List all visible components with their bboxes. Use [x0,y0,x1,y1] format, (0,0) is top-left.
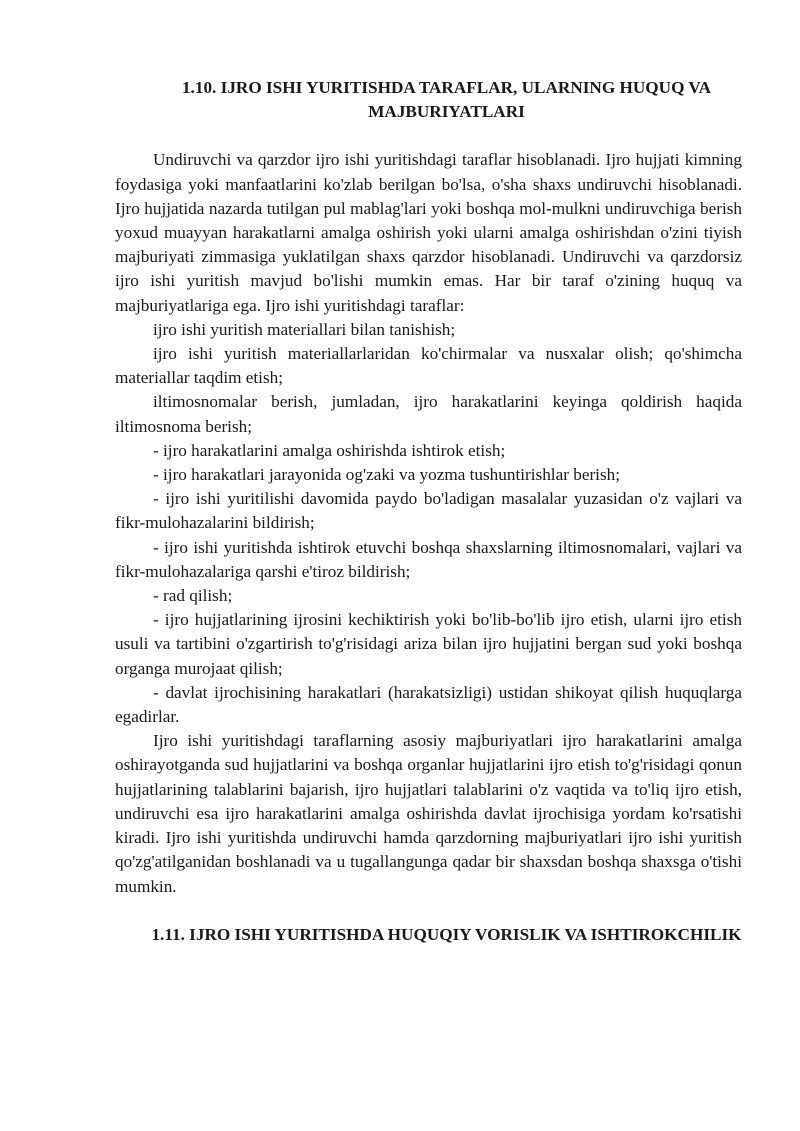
section-heading: 1.11. IJRO ISHI YURITISHDA HUQUQIY VORISLIK VA ISHTIROKCHILIK [151,924,742,944]
list-item: - ijro harakatlari jarayonida og'zaki va yozma tushuntirishlar berish; [153,465,620,485]
list-item: - davlat ijrochisining harakatlari (harakatsizligi) ustidan shikoyat qilish huquqlarga egadirlar. [115,682,742,727]
section-heading: 1.10. IJRO ISHI YURITISHDA TARAFLAR, ULARNING HUQUQ VA MAJBURIYATLARI [181,78,712,122]
list-item: - ijro hujjatlarining ijrosini kechiktirish yoki bo'lib-bo'lib ijro etish, ularni ijro etish usuli va tartibini o'zgartirish to'g'risidagi ariza bilan ijro hujjatini bergan sud yoki boshqa organga murojaat qilish; [115,610,742,678]
list-item: ijro ishi yuritish materiallarlaridan ko'chirmalar va nusxalar olish; qo'shimcha materiallar taqdim etish; [115,344,742,388]
list-item: - ijro ishi yuritilishi davomida paydo bo'ladigan masalalar yuzasidan o'z vajlari va fikr-mulohazalarini bildirish; [115,489,742,533]
list-item: - rad qilish; [153,586,233,606]
list-item: ijro ishi yuritish materiallari bilan tanishish; [153,319,456,339]
list-item: - ijro ishi yuritishda ishtirok etuvchi boshqa shaxslarning iltimosnomalari, vajlari va fikr-mulohazalariga qarshi e'tiroz bildirish; [115,537,742,581]
intro-paragraph: Undiruvchi va qarzdor ijro ishi yuritishdagi taraflar hisoblanadi. Ijro hujjati kimning foydasiga yoki manfaatlarini ko'zlab berilgan bo'lsa, o'sha shaxs undiruvchi hisoblanadi. Ijro hujjatida nazarda tutilgan pul mablag'lari yoki boshqa mol-mulkni undiruvchiga berish yoxud muayyan harakatlarni amalga oshirish yoki ularni amalga oshirishdan o'zini tiyish majburiyati zimmasiga yuklatilgan shaxs qarzdor hisoblanadi. Undiruvchi va qarzdorsiz ijro ishi yuritish mavjud bo'lishi mumkin emas. Har bir taraf o'zining huquq va majburiyatlariga ega. Ijro ishi yuritishdagi taraflar: [115,150,742,315]
rights-list [115,318,742,729]
document-page [115,76,742,947]
list-item: iltimosnomalar berish, jumladan, ijro harakatlarini keyinga qoldirish haqida iltimosnoma berish; [115,392,742,436]
list-item: - ijro harakatlarini amalga oshirishda ishtirok etish; [153,440,506,460]
obligations-paragraph: Ijro ishi yuritishdagi taraflarning asosiy majburiyatlari ijro harakatlarini amalga oshirayotganda sud hujjatlarini va boshqa organlar hujjatlarini ijro etish to'g'risidagi qonun hujjatlarining talablarini bajarish, ijro hujjatlari talablarini o'z vaqtida va to'liq ijro etish, undiruvchi esa ijro harakatlarini amalga oshirishda davlat ijrochisiga yordam ko'rsatishi kiradi. Ijro ishi yuritishda undiruvchi hamda qarzdorning majburiyatlari ijro ishi yuritish qo'zg'atilganidan boshlanadi va u tugallangunga qadar bir shaxsdan boshqa shaxsga o'tishi mumkin. [115,731,742,896]
